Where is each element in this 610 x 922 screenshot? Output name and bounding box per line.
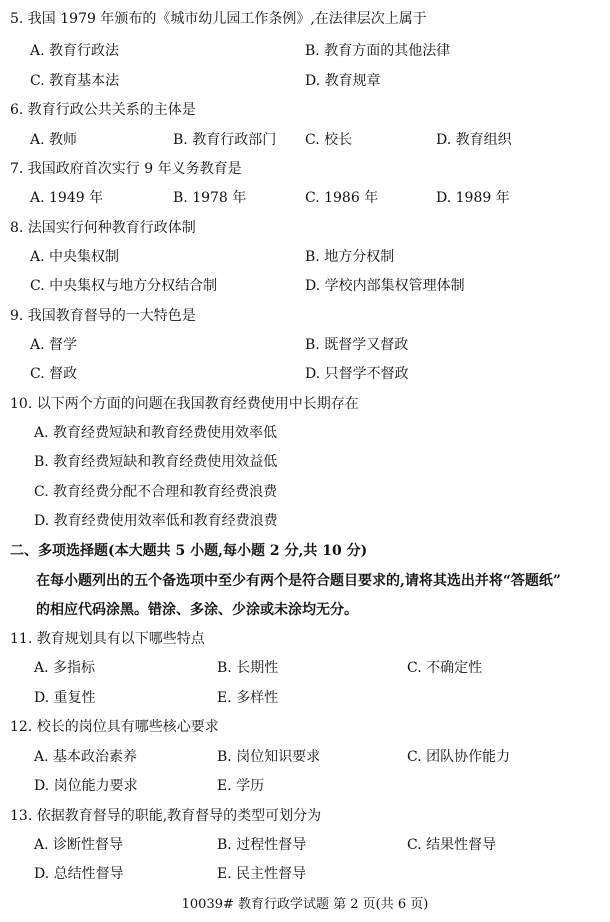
q8-option-a: A. 中央集权制 <box>30 249 120 265</box>
q11-option-b: B. 长期性 <box>217 660 279 676</box>
q9-option-c: C. 督政 <box>30 366 78 382</box>
q11-option-c: C. 不确定性 <box>407 660 483 676</box>
q11-option-e: E. 多样性 <box>217 690 279 706</box>
q5-option-a: A. 教育行政法 <box>30 43 120 59</box>
q12-option-c: C. 团队协作能力 <box>407 749 511 765</box>
q9-option-b: B. 既督学又督政 <box>305 337 409 353</box>
question-11-stem: 11. 教育规划具有以下哪些特点 <box>10 631 205 647</box>
q10-option-c: C. 教育经费分配不合理和教育经费浪费 <box>34 484 278 500</box>
q13-option-a: A. 诊断性督导 <box>34 837 124 853</box>
q6-option-a: A. 教师 <box>30 132 78 148</box>
q13-option-d: D. 总结性督导 <box>34 866 124 882</box>
q10-option-b: B. 教育经费短缺和教育经费使用效益低 <box>34 454 278 470</box>
q6-option-b: B. 教育行政部门 <box>173 132 277 148</box>
q8-option-d: D. 学校内部集权管理体制 <box>305 278 465 294</box>
question-5-stem: 5. 我国 1979 年颁布的《城市幼儿园工作条例》,在法律层次上属于 <box>10 11 427 27</box>
q5-option-c: C. 教育基本法 <box>30 73 120 89</box>
q9-option-d: D. 只督学不督政 <box>305 366 409 382</box>
question-8-stem: 8. 法国实行何种教育行政体制 <box>10 220 196 236</box>
q8-option-b: B. 地方分权制 <box>305 249 395 265</box>
section-2-instruction-line-1: 在每小题列出的五个备选项中至少有两个是符合题目要求的,请将其选出并将“答题纸” <box>36 573 561 589</box>
q7-option-d: D. 1989 年 <box>436 190 510 206</box>
q11-option-d: D. 重复性 <box>34 690 96 706</box>
q12-option-b: B. 岗位知识要求 <box>217 749 321 765</box>
section-2-instruction-line-2: 的相应代码涂黑。错涂、多涂、少涂或未涂均无分。 <box>36 602 358 618</box>
q9-option-a: A. 督学 <box>30 337 78 353</box>
q13-option-c: C. 结果性督导 <box>407 837 497 853</box>
page-footer: 10039# 教育行政学试题 第 2 页(共 6 页) <box>181 897 429 912</box>
q6-option-d: D. 教育组织 <box>436 132 512 148</box>
q13-option-e: E. 民主性督导 <box>217 866 307 882</box>
question-7-stem: 7. 我国政府首次实行 9 年义务教育是 <box>10 161 242 177</box>
q6-option-c: C. 校长 <box>305 132 353 148</box>
q10-option-a: A. 教育经费短缺和教育经费使用效率低 <box>34 425 278 441</box>
q13-option-b: B. 过程性督导 <box>217 837 307 853</box>
q5-option-b: B. 教育方面的其他法律 <box>305 43 451 59</box>
section-2-heading: 二、多项选择题(本大题共 5 小题,每小题 2 分,共 10 分) <box>10 543 368 559</box>
q11-option-a: A. 多指标 <box>34 660 96 676</box>
q7-option-a: A. 1949 年 <box>30 190 104 206</box>
q7-option-b: B. 1978 年 <box>173 190 247 206</box>
q12-option-a: A. 基本政治素养 <box>34 749 138 765</box>
q5-option-d: D. 教育规章 <box>305 73 381 89</box>
q10-option-d: D. 教育经费使用效率低和教育经费浪费 <box>34 513 278 529</box>
question-9-stem: 9. 我国教育督导的一大特色是 <box>10 308 196 324</box>
q12-option-d: D. 岗位能力要求 <box>34 778 138 794</box>
question-12-stem: 12. 校长的岗位具有哪些核心要求 <box>10 719 219 735</box>
question-6-stem: 6. 教育行政公共关系的主体是 <box>10 102 196 118</box>
q8-option-c: C. 中央集权与地方分权结合制 <box>30 278 218 294</box>
question-10-stem: 10. 以下两个方面的问题在我国教育经费使用中长期存在 <box>10 396 359 412</box>
q7-option-c: C. 1986 年 <box>305 190 379 206</box>
q12-option-e: E. 学历 <box>217 778 265 794</box>
question-13-stem: 13. 依据教育督导的职能,教育督导的类型可划分为 <box>10 808 322 824</box>
